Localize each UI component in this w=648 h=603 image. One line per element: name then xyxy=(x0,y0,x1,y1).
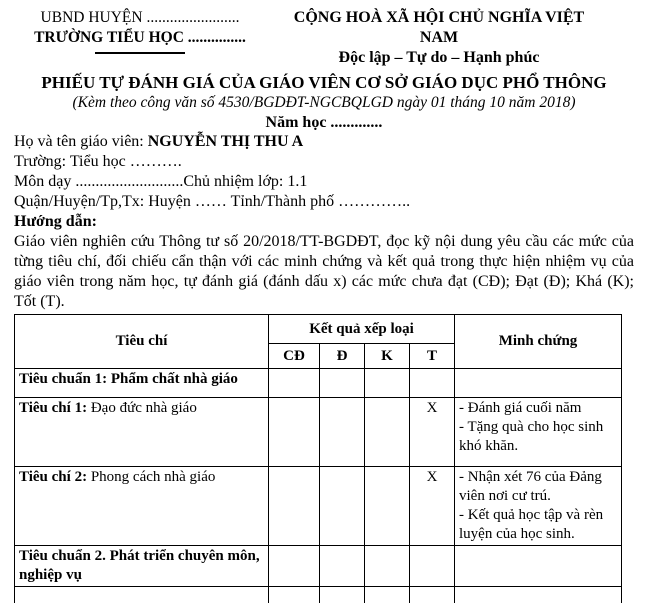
school-year-line: Năm học ............. xyxy=(0,113,648,132)
mark-cell-cd xyxy=(269,467,320,546)
table-row-standard-1 xyxy=(15,369,622,398)
mark-cell-t xyxy=(410,546,455,587)
evidence-item: - Tặng quà cho học sinh khó khăn. xyxy=(459,418,617,456)
mark-cell-d xyxy=(320,467,365,546)
evidence-column-header: Minh chứng xyxy=(455,315,622,369)
teacher-info-section xyxy=(14,132,634,312)
issuing-authority-block xyxy=(14,8,266,54)
table-row-partial xyxy=(15,587,622,603)
national-motto: Độc lập – Tự do – Hạnh phúc xyxy=(274,48,604,68)
mark-cell-d xyxy=(320,369,365,398)
mark-cell-t xyxy=(410,587,455,603)
criteria-column-header: Tiêu chí xyxy=(15,315,269,369)
criterion-label xyxy=(15,467,269,546)
mark-cell-cd xyxy=(269,587,320,603)
evidence-item: - Kết quả học tập và rèn luyện của học sinh. xyxy=(459,506,617,544)
school-field-line: Trường: Tiểu học ………. xyxy=(14,152,634,172)
national-title: CỘNG HOÀ XÃ HỘI CHỦ NGHĨA VIỆT NAM xyxy=(274,8,604,48)
level-header-cd: CĐ xyxy=(269,344,320,369)
evidence-cell xyxy=(455,398,622,467)
document-header xyxy=(0,8,648,68)
evidence-cell xyxy=(455,587,622,603)
table-header-row xyxy=(15,315,622,344)
standard-label: Tiêu chuẩn 1: Phẩm chất nhà giáo xyxy=(15,369,269,398)
table-row-criterion-2 xyxy=(15,467,622,546)
result-group-header: Kết quả xếp loại xyxy=(269,315,455,344)
national-header-block xyxy=(274,8,604,68)
subject-field: Môn dạy ........................... xyxy=(14,173,183,190)
teacher-name-line xyxy=(14,132,634,152)
level-header-t: T xyxy=(410,344,455,369)
district-line: Quận/Huyện/Tp,Tx: Huyện …… Tỉnh/Thành phố ………….. xyxy=(14,192,634,212)
mark-cell-d xyxy=(320,587,365,603)
mark-cell-t: X xyxy=(410,398,455,467)
guide-paragraph: Giáo viên nghiên cứu Thông tư số 20/2018/TT-BGDĐT, đọc kỹ nội dung yêu cầu các mức của từng tiêu chí, đối chiếu cẩn thận với các minh chứng và kết quả trong thực hiện nhiệm vụ của giáo viên trong năm học, tự đánh giá (đánh dấu x) các mức chưa đạt (CĐ); Đạt (Đ); Khá (K); Tốt (T). xyxy=(14,232,634,312)
mark-cell-k xyxy=(365,467,410,546)
header-divider-line xyxy=(95,52,185,54)
criterion-number: Tiêu chí 2: xyxy=(19,469,87,485)
standard-label: Tiêu chuẩn 2. Phát triển chuyên môn, nghiệp vụ xyxy=(15,546,269,587)
criterion-label xyxy=(15,587,269,603)
mark-cell-k xyxy=(365,587,410,603)
level-header-k: K xyxy=(365,344,410,369)
criterion-number: Tiêu chí 1: xyxy=(19,400,87,416)
mark-cell-t xyxy=(410,369,455,398)
level-header-d: Đ xyxy=(320,344,365,369)
criterion-text: Đạo đức nhà giáo xyxy=(87,400,197,416)
guide-heading: Hướng dẫn: xyxy=(14,212,634,232)
document-subtitle: (Kèm theo công văn số 4530/BGDĐT-NGCBQLGD ngày 01 tháng 10 năm 2018) xyxy=(0,93,648,113)
mark-cell-d xyxy=(320,546,365,587)
homeroom-class-value: Chủ nhiệm lớp: 1.1 xyxy=(183,173,307,190)
mark-cell-k xyxy=(365,369,410,398)
mark-cell-t: X xyxy=(410,467,455,546)
subject-line xyxy=(14,172,634,192)
mark-cell-d xyxy=(320,398,365,467)
mark-cell-cd xyxy=(269,369,320,398)
teacher-name-value: NGUYỄN THỊ THU A xyxy=(148,133,303,150)
mark-cell-k xyxy=(365,398,410,467)
self-evaluation-table xyxy=(14,314,622,603)
evidence-cell xyxy=(455,546,622,587)
mark-cell-cd xyxy=(269,398,320,467)
document-title: PHIẾU TỰ ĐÁNH GIÁ CỦA GIÁO VIÊN CƠ SỞ GIÁO DỤC PHỔ THÔNG xyxy=(0,72,648,93)
evidence-cell xyxy=(455,467,622,546)
table-row-criterion-1 xyxy=(15,398,622,467)
table-row-standard-2 xyxy=(15,546,622,587)
mark-cell-cd xyxy=(269,546,320,587)
evidence-item: - Đánh giá cuối năm xyxy=(459,399,617,418)
authority-line: UBND HUYỆN ........................ xyxy=(14,8,266,28)
criterion-text: Phong cách nhà giáo xyxy=(87,469,215,485)
mark-cell-k xyxy=(365,546,410,587)
school-name-line: TRƯỜNG TIỂU HỌC ............... xyxy=(14,28,266,48)
criterion-label xyxy=(15,398,269,467)
evidence-item: - Nhận xét 76 của Đảng viên nơi cư trú. xyxy=(459,468,617,506)
teacher-name-label: Họ và tên giáo viên: xyxy=(14,133,148,150)
evidence-cell xyxy=(455,369,622,398)
